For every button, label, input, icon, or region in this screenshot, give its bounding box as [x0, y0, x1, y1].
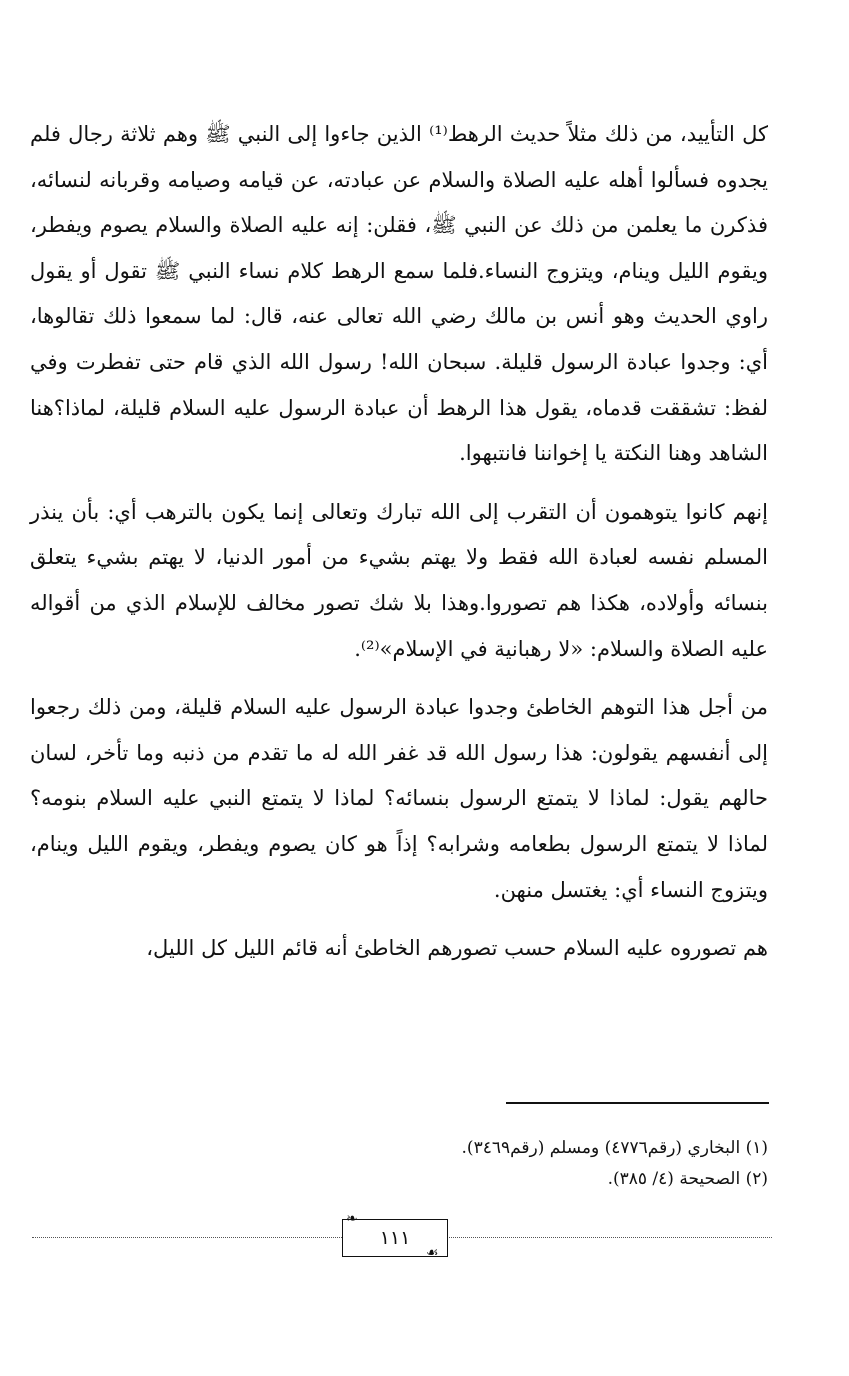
text-line: بأن ينذر المسلم نفسه لعبادة الله فقط ولا يهتم بشيء من أمور الدنيا، لا يهتم بشيء: [30, 499, 768, 570]
footnote-2: (٢) الصحيحة (٤/ ٣٨٥).: [607, 1169, 768, 1189]
paragraph-2: [30, 490, 768, 672]
paragraph-1: [30, 112, 768, 477]
text-line: تأخر، لسان حالهم يقول: لماذا لا يتمتع الرسول بنسائه؟ لماذا لا يتمتع النبي عليه: [30, 740, 768, 811]
text-line: ويقوم الليل وينام، ويتزوج النساء أي: يغتسل منهن.: [30, 831, 768, 902]
footnote-divider: [506, 1102, 769, 1104]
text-line: الذي من أقواله عليه الصلاة والسلام: «لا رهبانية في الإسلام»⁽²⁾.: [30, 590, 768, 661]
footnote-1: (١) البخاري (رقم٤٧٧٦) ومسلم (رقم٣٤٦٩).: [461, 1138, 768, 1158]
text-line: إنهم كانوا يتوهمون أن التقرب إلى الله تبارك وتعالى إنما يكون بالترهب أي:: [107, 499, 768, 524]
text-line: وقربانه لنسائه، فذكرن ما يعلمن من ذلك عن النبي ﷺ، فقلن: إنه عليه الصلاة: [30, 167, 768, 238]
text-line: كل التأييد، من ذلك مثلاً حديث الرهط⁽¹⁾ الذين جاءوا إلى النبي ﷺ وهم ثلاثة: [120, 122, 768, 146]
text-line: الرسول عليه السلام قليلة، لماذا؟هنا الشاهد وهنا النكتة يا إخواننا فانتبهوا.: [30, 395, 768, 466]
page-number: ١١١: [379, 1227, 411, 1249]
paragraph-3: [30, 685, 768, 913]
text-line: والسلام يصوم ويفطر، ويقوم الليل وينام، ويتزوج النساء.فلما سمع الرهط كلام نساء: [30, 213, 768, 283]
text-line: رجال فلم يجدوه فسألوا أهله عليه الصلاة والسلام عن عبادته، عن قيامه وصيامه: [30, 122, 768, 192]
text-line: الله الذي قام حتى تفطرت وفي لفظ: تشققت قدماه، يقول هذا الرهط أن عبادة: [30, 349, 768, 420]
paragraph-4: [30, 926, 768, 972]
footnotes: [30, 1133, 768, 1195]
text-line: قال: لما سمعوا ذلك تقالوها، أي: وجدوا عبادة الرسول قليلة. سبحان الله! رسول: [30, 304, 768, 374]
text-line: هم تصوروه عليه السلام حسب تصورهم الخاطئ أنه قائم الليل كل الليل،: [146, 936, 768, 961]
ornament-icon: ☙: [426, 1245, 439, 1261]
text-line: السلام بنومه؟ لماذا لا يتمتع الرسول بطعامه وشرابه؟ إذاً هو كان يصوم ويفطر،: [30, 786, 768, 856]
body-text: [30, 112, 768, 972]
text-line: النبي ﷺ تقول أو يقول راوي الحديث وهو أنس بن مالك رضي الله تعالى عنه،: [30, 258, 768, 329]
ornament-icon: ❧: [346, 1211, 358, 1227]
text-line: ذلك رجعوا إلى أنفسهم يقولون: هذا رسول الله قد غفر الله له ما تقدم من ذنبه وما: [30, 695, 768, 765]
text-line: من أجل هذا التوهم الخاطئ وجدوا عبادة الرسول عليه السلام قليلة، ومن: [128, 695, 768, 720]
text-line: يتعلق بنسائه وأولاده، هكذا هم تصوروا.وهذا بلا شك تصور مخالف للإسلام: [30, 545, 768, 615]
